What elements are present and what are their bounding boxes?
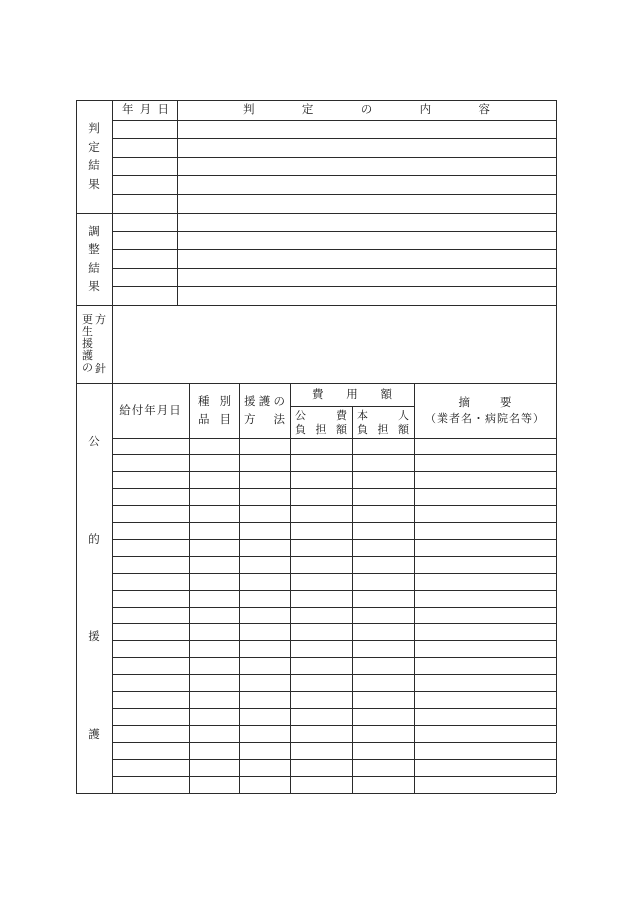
hantei-label-char: 果 (88, 176, 100, 191)
kouteki-section-label (76, 383, 112, 793)
kohi-futan-header-line-1 (295, 410, 347, 421)
hoho-cell[interactable] (240, 540, 289, 555)
honnin-futan-cell[interactable] (353, 507, 413, 522)
shubetsu-cell[interactable] (190, 456, 238, 471)
shubetsu-cell[interactable] (190, 473, 238, 488)
shubetsu-cell[interactable] (190, 676, 238, 691)
shubetsu-cell[interactable] (190, 439, 238, 454)
honnin-futan-cell[interactable] (353, 439, 413, 454)
shubetsu-header-line-2 (198, 411, 231, 426)
hoho-header-char: 法 (273, 411, 285, 426)
honnin-futan-cell[interactable] (353, 574, 413, 589)
honnin-futan-cell[interactable] (353, 709, 413, 724)
chosei-date-cell[interactable] (113, 251, 176, 267)
kosei-section-label (76, 305, 112, 383)
tekiyo-cell[interactable] (415, 693, 555, 708)
honnin-futan-cell[interactable] (353, 659, 413, 674)
kohi-futan-cell[interactable] (291, 777, 351, 792)
hoho-cell[interactable] (240, 591, 289, 606)
tekiyo-cell[interactable] (415, 490, 555, 505)
hoho-cell[interactable] (240, 676, 289, 691)
kosei-label-char: 方 (95, 313, 106, 326)
tekiyo-cell[interactable] (415, 557, 555, 572)
shubetsu-cell[interactable] (190, 507, 238, 522)
kyufu-date-cell[interactable] (113, 473, 188, 488)
honnin-futan-cell[interactable] (353, 591, 413, 606)
tekiyo-cell[interactable] (415, 456, 555, 471)
hantei-date-cell[interactable] (113, 140, 176, 157)
kyufu-date-cell[interactable] (113, 777, 188, 792)
hantei-label-char: 定 (88, 139, 100, 154)
kosei-label-char: の (82, 361, 93, 374)
kyufu-date-cell[interactable] (113, 591, 188, 606)
hiyo-header-char: 額 (380, 386, 392, 401)
hoho-cell[interactable] (240, 693, 289, 708)
hantei-content-cell[interactable] (178, 121, 555, 138)
shubetsu-header (189, 383, 239, 438)
honnin-futan-header-char: 本 (357, 408, 368, 422)
kyufu-date-cell[interactable] (113, 574, 188, 589)
honnin-futan-header-line-2 (357, 424, 409, 435)
honnin-futan-cell[interactable] (353, 693, 413, 708)
hoho-header-char: 援 (244, 394, 256, 408)
honnin-futan-cell[interactable] (353, 743, 413, 758)
tekiyo-cell[interactable] (415, 608, 555, 623)
kohi-futan-cell[interactable] (291, 439, 351, 454)
kyufu-date-cell[interactable] (113, 507, 188, 522)
hantei-content-cell[interactable] (178, 195, 555, 212)
kyufu-date-cell[interactable] (113, 608, 188, 623)
hantei-content-cell[interactable] (178, 177, 555, 194)
hiyo-header-char: 用 (346, 386, 358, 401)
honnin-futan-header-line-1 (357, 410, 409, 421)
tekiyo-header-line-2: （業者名・病院名等） (425, 412, 545, 426)
kohi-futan-cell[interactable] (291, 456, 351, 471)
kyufu-date-cell[interactable] (113, 456, 188, 471)
hantei-date-cell[interactable] (113, 158, 176, 175)
kyufu-date-cell[interactable] (113, 540, 188, 555)
tekiyo-cell[interactable] (415, 726, 555, 741)
chosei-date-cell[interactable] (113, 288, 176, 304)
kohi-futan-cell[interactable] (291, 591, 351, 606)
kohi-futan-cell[interactable] (291, 625, 351, 640)
hoho-cell[interactable] (240, 743, 289, 758)
kohi-futan-cell[interactable] (291, 726, 351, 741)
chosei-content-cell[interactable] (178, 232, 555, 248)
kyufu-date-cell[interactable] (113, 625, 188, 640)
tekiyo-header (414, 383, 556, 438)
kouteki-label-char: 護 (88, 726, 100, 741)
kyufu-date-cell[interactable] (113, 642, 188, 657)
honnin-futan-cell[interactable] (353, 608, 413, 623)
kouteki-label-char: 援 (88, 629, 100, 643)
shubetsu-cell[interactable] (190, 726, 238, 741)
tekiyo-cell[interactable] (415, 743, 555, 758)
chosei-label-char: 結 (88, 260, 100, 275)
shubetsu-cell[interactable] (190, 642, 238, 657)
shubetsu-cell[interactable] (190, 608, 238, 623)
hoho-cell[interactable] (240, 473, 289, 488)
hoho-cell[interactable] (240, 760, 289, 775)
kosei-label-char: 援 (82, 337, 93, 350)
hoho-cell[interactable] (240, 608, 289, 623)
tekiyo-cell[interactable] (415, 760, 555, 775)
shubetsu-cell[interactable] (190, 777, 238, 792)
hoho-cell[interactable] (240, 709, 289, 724)
honnin-futan-cell[interactable] (353, 625, 413, 640)
kohi-futan-cell[interactable] (291, 743, 351, 758)
shubetsu-cell[interactable] (190, 693, 238, 708)
date-header-char: 年 (122, 102, 134, 117)
date-header-char: 月 (139, 102, 152, 117)
honnin-futan-cell[interactable] (353, 642, 413, 657)
hantei-date-cell[interactable] (113, 177, 176, 194)
kohi-futan-cell[interactable] (291, 709, 351, 724)
hoho-cell[interactable] (240, 659, 289, 674)
hantei-section-label (76, 100, 112, 213)
shubetsu-cell[interactable] (190, 709, 238, 724)
kosei-content-area[interactable] (113, 306, 555, 382)
tekiyo-header-char: 要 (500, 394, 512, 409)
chosei-section-label (76, 213, 112, 305)
tekiyo-cell[interactable] (415, 507, 555, 522)
hantei-date-cell[interactable] (113, 121, 176, 138)
hoho-cell[interactable] (240, 456, 289, 471)
kyufu-date-cell[interactable] (113, 439, 188, 454)
honnin-futan-cell[interactable] (353, 676, 413, 691)
honnin-futan-header-char: 額 (398, 422, 409, 436)
chosei-content-cell[interactable] (178, 269, 555, 285)
shubetsu-cell[interactable] (190, 490, 238, 505)
kyufu-date-cell[interactable] (113, 743, 188, 758)
shubetsu-cell[interactable] (190, 760, 238, 775)
honnin-futan-cell[interactable] (353, 456, 413, 471)
hoho-cell[interactable] (240, 557, 289, 572)
tekiyo-header-line-1 (414, 394, 556, 409)
kosei-label-char: 更 (82, 313, 93, 326)
rehabilitation-support-record-form (76, 100, 556, 793)
honnin-futan-cell[interactable] (353, 760, 413, 775)
hoho-header-line-2 (244, 411, 285, 426)
shubetsu-cell[interactable] (190, 540, 238, 555)
kohi-futan-header (290, 406, 352, 438)
shubetsu-header-line-1 (198, 396, 231, 408)
kosei-label-char: 針 (95, 362, 106, 375)
hoho-cell[interactable] (240, 625, 289, 640)
hantei-content-cell[interactable] (178, 140, 555, 157)
honnin-futan-cell[interactable] (353, 490, 413, 505)
hiyo-header-char: 費 (312, 386, 324, 401)
kyufu-date-cell[interactable] (113, 760, 188, 775)
shubetsu-cell[interactable] (190, 659, 238, 674)
hoho-header-line-1 (244, 396, 285, 408)
kohi-futan-cell[interactable] (291, 608, 351, 623)
chosei-date-cell[interactable] (113, 232, 176, 248)
kyufu-date-cell[interactable] (113, 726, 188, 741)
shubetsu-header-char: 品 (198, 411, 210, 426)
kyufu-date-cell[interactable] (113, 524, 188, 539)
hoho-header-char: 方 (244, 411, 256, 426)
chosei-label-char: 果 (88, 279, 100, 293)
shubetsu-cell[interactable] (190, 625, 238, 640)
tekiyo-cell[interactable] (415, 642, 555, 657)
kohi-futan-cell[interactable] (291, 659, 351, 674)
hoho-header (239, 383, 290, 438)
kyufu-date-cell[interactable] (113, 676, 188, 691)
hoho-cell[interactable] (240, 439, 289, 454)
kohi-futan-cell[interactable] (291, 693, 351, 708)
shubetsu-cell[interactable] (190, 557, 238, 572)
tekiyo-cell[interactable] (415, 524, 555, 539)
chosei-content-cell[interactable] (178, 288, 555, 304)
hoho-header-char: の (273, 394, 285, 408)
kosei-label-char: 生 (82, 325, 93, 338)
kohi-futan-cell[interactable] (291, 574, 351, 589)
chosei-date-cell[interactable] (113, 269, 176, 285)
kohi-futan-header-char: 負 (295, 422, 306, 436)
honnin-futan-cell[interactable] (353, 540, 413, 555)
kohi-futan-header-char: 額 (336, 422, 347, 436)
kohi-futan-header-char: 公 (295, 408, 306, 422)
kohi-futan-cell[interactable] (291, 473, 351, 488)
tekiyo-cell[interactable] (415, 591, 555, 606)
date-header (112, 100, 177, 120)
kohi-futan-cell[interactable] (291, 524, 351, 539)
content-header-char: 容 (478, 102, 490, 117)
kohi-futan-header-line-2 (295, 424, 347, 435)
tekiyo-header-char: 摘 (458, 394, 470, 409)
shubetsu-cell[interactable] (190, 574, 238, 589)
kohi-futan-cell[interactable] (291, 557, 351, 572)
shubetsu-cell[interactable] (190, 743, 238, 758)
hantei-label-char: 判 (88, 121, 100, 135)
hoho-cell[interactable] (240, 507, 289, 522)
kohi-futan-cell[interactable] (291, 490, 351, 505)
tekiyo-cell[interactable] (415, 574, 555, 589)
honnin-futan-cell[interactable] (353, 557, 413, 572)
hantei-label-char: 結 (88, 158, 100, 172)
honnin-futan-header (352, 406, 414, 438)
content-header-char: 定 (301, 102, 314, 117)
chosei-label-char: 整 (88, 242, 100, 256)
date-header-char: 日 (157, 102, 169, 117)
content-header-char: の (360, 102, 373, 117)
chosei-label-char: 調 (88, 223, 100, 238)
hoho-cell[interactable] (240, 490, 289, 505)
kohi-futan-cell[interactable] (291, 642, 351, 657)
kohi-futan-cell[interactable] (291, 540, 351, 555)
shubetsu-cell[interactable] (190, 591, 238, 606)
hoho-header-char: 護 (258, 394, 271, 408)
honnin-futan-cell[interactable] (353, 777, 413, 792)
honnin-futan-header-char: 負 (357, 422, 368, 436)
shubetsu-header-char: 別 (219, 394, 231, 408)
shubetsu-cell[interactable] (190, 524, 238, 539)
kouteki-label-char: 的 (88, 531, 100, 546)
shubetsu-header-char: 種 (198, 394, 210, 408)
kouteki-label-char: 公 (88, 434, 100, 448)
hoho-cell[interactable] (240, 574, 289, 589)
hoho-cell[interactable] (240, 777, 289, 792)
kyufu-date-cell[interactable] (113, 693, 188, 708)
kohi-futan-header-char: 費 (336, 408, 347, 422)
hoho-cell[interactable] (240, 642, 289, 657)
kyufu-date-cell[interactable] (113, 659, 188, 674)
kyufu-date-cell[interactable] (113, 490, 188, 505)
content-header-char: 内 (419, 102, 432, 117)
kyufu-date-cell[interactable] (113, 557, 188, 572)
kyufu-date-cell[interactable] (113, 709, 188, 724)
kosei-label-right-column (95, 314, 106, 374)
honnin-futan-cell[interactable] (353, 473, 413, 488)
hantei-date-cell[interactable] (113, 195, 176, 212)
honnin-futan-header-char: 担 (377, 422, 389, 436)
honnin-futan-cell[interactable] (353, 726, 413, 741)
tekiyo-cell[interactable] (415, 473, 555, 488)
kohi-futan-cell[interactable] (291, 676, 351, 691)
kosei-label-char: 護 (82, 349, 93, 362)
content-header (177, 100, 556, 120)
tekiyo-cell[interactable] (415, 777, 555, 792)
chosei-content-cell[interactable] (178, 251, 555, 267)
kyufu-date-header: 給付年月日 (119, 402, 182, 417)
hoho-cell[interactable] (240, 726, 289, 741)
kohi-futan-cell[interactable] (291, 507, 351, 522)
tekiyo-cell[interactable] (415, 439, 555, 454)
kosei-label-left-column (82, 314, 93, 374)
tekiyo-cell[interactable] (415, 709, 555, 724)
kohi-futan-cell[interactable] (291, 760, 351, 775)
tekiyo-cell[interactable] (415, 676, 555, 691)
chosei-date-cell[interactable] (113, 214, 176, 230)
hoho-cell[interactable] (240, 524, 289, 539)
honnin-futan-header-char: 人 (398, 408, 409, 422)
honnin-futan-cell[interactable] (353, 524, 413, 539)
chosei-content-cell[interactable] (178, 214, 555, 230)
content-header-char: 判 (243, 102, 255, 117)
kohi-futan-header-char: 担 (315, 422, 327, 436)
tekiyo-cell[interactable] (415, 540, 555, 555)
tekiyo-cell[interactable] (415, 625, 555, 640)
form-border-bottom (76, 793, 556, 794)
hantei-content-cell[interactable] (178, 158, 555, 175)
shubetsu-header-char: 目 (219, 411, 231, 426)
hiyo-header (290, 383, 414, 406)
form-border-right (556, 100, 557, 793)
tekiyo-cell[interactable] (415, 659, 555, 674)
